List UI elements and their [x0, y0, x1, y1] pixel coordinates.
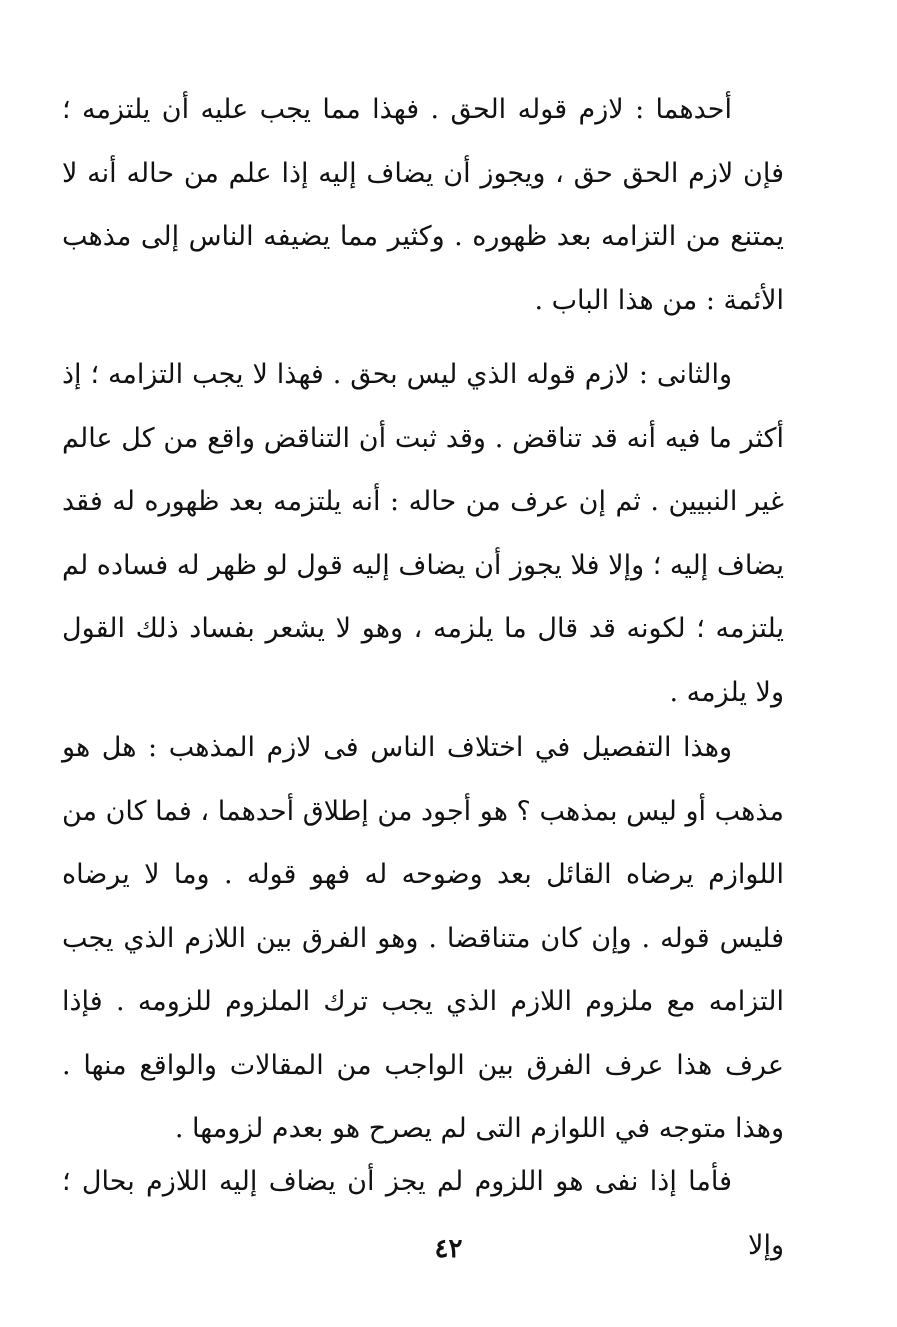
- paragraph-2-text: والثانى : لازم قوله الذي ليس بحق . فهذا لا يجب التزامه ؛ إذ أكثر ما فيه أنه قد تناقض . وقد ثبت أن التناقض واقع من كل عالم غير النبيين . ثم إن عرف من حاله : أنه يلتزمه بعد ظهوره له فقد يضاف إليه ؛ وإلا فلا يجوز أن يضاف إليه قول لو ظهر له فساده لم يلتزمه ؛ لكونه قد قال ما يلزمه ، وهو لا يشعر بفساد ذلك القول ولا يلزمه .: [62, 359, 784, 708]
- paragraph-1-text: أحدهما : لازم قوله الحق . فهذا مما يجب عليه أن يلتزمه ؛ فإن لازم الحق حق ، ويجوز أن يضاف إليه إذا علم من حاله أنه لا يمتنع من التزامه بعد ظهوره . وكثير مما يضيفه الناس إلى مذهب الأئمة : من هذا الباب .: [62, 94, 784, 316]
- paragraph-1: [62, 78, 784, 332]
- paragraph-2: [62, 343, 784, 724]
- paragraph-3-text: وهذا التفصيل في اختلاف الناس فى لازم المذهب : هل هو مذهب أو ليس بمذهب ؟ هو أجود من إطلاق أحدهما ، فما كان من اللوازم يرضاه القائل بعد وضوحه له فهو قوله . وما لا يرضاه فليس قوله . وإن كان متناقضا . وهو الفرق بين اللازم الذي يجب التزامه مع ملزوم اللازم الذي يجب ترك الملزوم للزومه . فإذا عرف هذا عرف الفرق بين الواجب من المقالات والواقع منها . وهذا متوجه في اللوازم التى لم يصرح هو بعدم لزومها .: [62, 732, 784, 1144]
- page-number: ٤٢: [434, 1234, 463, 1264]
- paragraph-3: [62, 716, 784, 1161]
- paragraph-4-text: فأما إذا نفى هو اللزوم لم يجز أن يضاف إليه اللازم بحال ؛ وإلا: [62, 1166, 784, 1261]
